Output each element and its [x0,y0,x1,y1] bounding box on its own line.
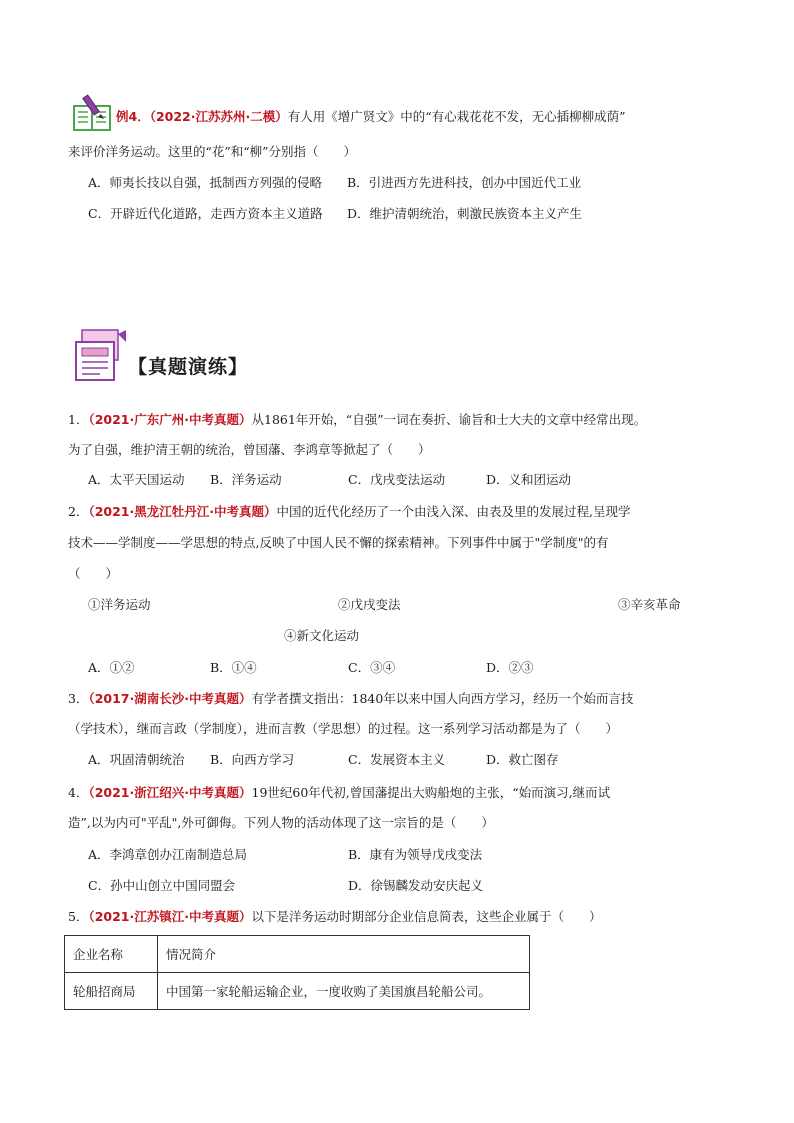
option-d: D．维护清朝统治，刺激民族资本主义产生 [347,206,583,221]
question-source: （2021·黑龙江牡丹江·中考真题） [88,504,277,519]
question-stem: 以下是洋务运动时期部分企业信息简表，这些企业属于（ ） [251,909,602,924]
enterprise-info-table [64,935,530,1010]
question-number: 5． [68,909,89,924]
q1-line1 [68,410,646,430]
document-stack-icon [74,328,128,382]
table-header-cell: 情况简介 [158,936,530,973]
table-cell: 中国第一家轮船运输企业，一度收购了美国旗昌轮船公司。 [158,973,530,1010]
option-a: A．李鸿章创办江南制造总局 [88,847,248,862]
q1-stem-line2: 为了自强，维护清王朝的统治，曾国藩、李鸿章等掀起了（ ） [68,442,431,457]
example4-line1 [116,107,626,127]
question-source: （2017·湖南长沙·中考真题） [88,691,252,706]
option-a: A．太平天国运动 [88,472,185,487]
example-label: 例4． [116,109,150,124]
option-c: C．戊戌变法运动 [348,472,446,487]
option-c: C．③④ [348,660,396,675]
table-cell: 轮船招商局 [65,973,158,1010]
question-source: （2021·浙江绍兴·中考真题） [88,785,252,800]
question-stem: 中国的近代化经历了一个由浅入深、由表及里的发展过程,呈现学 [276,504,631,519]
option-d: D．②③ [486,660,534,675]
option-a: A．①② [88,660,135,675]
question-source: （2021·江苏镇江·中考真题） [88,909,252,924]
item-1: ①洋务运动 [88,597,151,612]
q2-stem-line2: 技术——学制度——学思想的特点,反映了中国人民不懈的探索精神。下列事件中属于"学制度"的有 [68,535,609,550]
q3-stem-line2: （学技术），继而言政（学制度），进而言教（学思想）的过程。这一系列学习活动都是为了（ ） [68,721,619,736]
question-number: 1． [68,412,89,427]
option-a: A．师夷长技以自强，抵制西方列强的侵略 [88,175,323,190]
item-3: ③辛亥革命 [618,597,681,612]
question-source: （2021·广东广州·中考真题） [88,412,252,427]
option-c: C．开辟近代化道路，走西方资本主义道路 [88,206,323,221]
question-number: 4． [68,785,89,800]
option-b: B．①④ [210,660,257,675]
book-pencil-icon [70,94,116,134]
option-d: D．义和团运动 [486,472,572,487]
option-b: B．引进西方先进科技，创办中国近代工业 [347,175,582,190]
question-number: 3． [68,691,89,706]
question-source: （2022·江苏苏州·二模） [149,109,288,124]
q4-stem-line2: 造”,以为内可"平乱",外可御侮。下列人物的活动体现了这一宗旨的是（ ） [68,815,494,830]
section-title: 【真题演练】 [128,356,249,378]
q2-stem-line3: （ ） [68,566,119,581]
question-stem: 从1861年开始，“自强”一词在奏折、谕旨和士大夫的文章中经常出现。 [251,412,647,427]
q4-line1 [68,783,610,803]
option-c: C．发展资本主义 [348,752,446,767]
item-2: ②戊戌变法 [338,597,401,612]
option-b: B．洋务运动 [210,472,282,487]
example4-stem-line2: 来评价洋务运动。这里的“花”和“柳”分别指（ ） [68,144,357,159]
option-b: B．向西方学习 [210,752,295,767]
option-a: A．巩固清朝统治 [88,752,185,767]
question-number: 2． [68,504,89,519]
q3-line1 [68,689,633,709]
question-stem: 有人用《增广贤文》中的“有心栽花花不发，无心插柳柳成荫” [287,109,626,124]
option-b: B．康有为领导戊戌变法 [348,847,483,862]
question-stem: 有学者撰文指出：1840年以来中国人向西方学习，经历一个始而言技 [251,691,634,706]
option-d: D．救亡图存 [486,752,559,767]
table-header-cell: 企业名称 [65,936,158,973]
item-4: ④新文化运动 [284,628,360,643]
question-stem: 19世纪60年代初,曾国藩提出大购船炮的主张，“始而演习,继而试 [251,785,611,800]
q2-line1 [68,502,630,522]
option-c: C．孙中山创立中国同盟会 [88,878,236,893]
table-row [65,973,530,1010]
option-d: D．徐锡麟发动安庆起义 [348,878,484,893]
table-header-row [65,936,530,973]
q5-line1 [68,907,602,927]
